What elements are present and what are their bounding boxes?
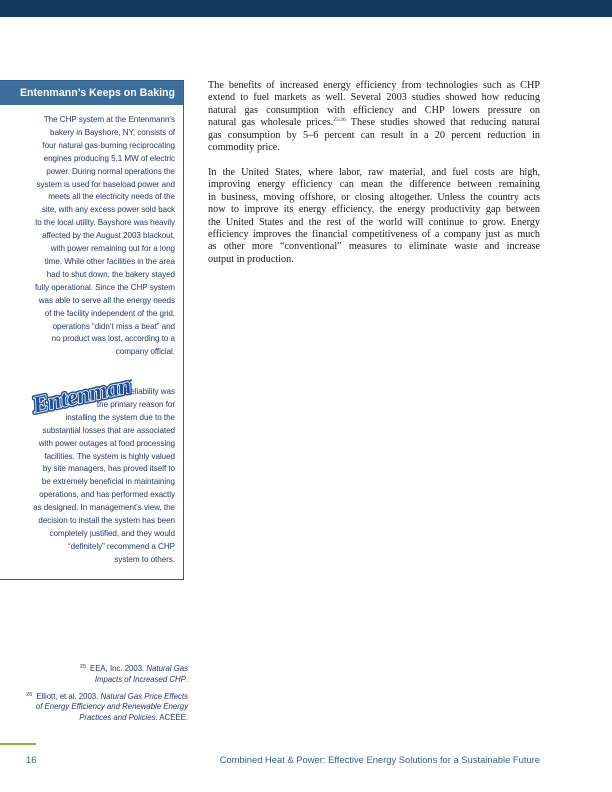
text-line: “definitely” recommend a CHP (67, 541, 175, 551)
footnote-ref: 25/26 (333, 117, 346, 124)
text-line: substantial losses that are associated (42, 425, 175, 435)
text-line: extend to fuel markets as well. Several 2003 studies showed how reducing (208, 92, 540, 104)
text-segment: Natural Gas Price Effects (100, 691, 188, 701)
text-segment: These studies showed that reducing natural (345, 117, 540, 129)
text-line: The benefits of increased energy efficiency from technologies such as CHP (208, 80, 540, 91)
text-line (8, 713, 188, 724)
footnote-26 (8, 690, 188, 724)
text-line: the United States and the rest of the world will continue to grow. Energy (208, 216, 540, 228)
text-line: facilities. The system is highly valued (44, 451, 175, 461)
text-line: natural gas consumption with efficiency and CHP lowers pressure on (208, 104, 540, 116)
text-line: In the United States, where labor, raw material, and fuel costs are high, (208, 167, 540, 178)
text-line: of the facility independent of the grid, (44, 308, 175, 318)
text-line: was able to serve all the energy needs (38, 295, 175, 305)
text-line: company official. (115, 347, 175, 357)
sidebar-paragraph-2 (33, 386, 183, 567)
text-line: gas consumption by 5–6 percent can result in a 20 percent reduction in (208, 129, 540, 141)
text-line: output in production. (208, 253, 294, 265)
text-line: the primary reason for (96, 399, 175, 409)
text-line: decision to install the system has been (38, 516, 175, 526)
footer-title: Combined Heat & Power: Effective Energy Solutions for a Sustainable Future (219, 754, 540, 765)
text-line (8, 690, 188, 703)
text-line: to the local utility. Bayshore was heavily (35, 218, 175, 228)
text-line: with power outages at food processing (38, 438, 175, 448)
text-line: time. While other facilities in the area (44, 256, 175, 266)
body-paragraph-1 (208, 80, 540, 154)
sidebar-box (0, 80, 184, 580)
body-paragraph-2 (208, 167, 540, 266)
logo-text: Entenmann’s (30, 373, 132, 417)
text-segment: . (185, 674, 188, 684)
footnote-number: 25 (79, 664, 87, 670)
text-line: as other more “conventional” measures to eliminate waste and increase (208, 241, 540, 253)
sidebar-title: Entenmann’s Keeps on Baking (0, 81, 183, 105)
text-segment: Natural Gas (146, 664, 188, 673)
sidebar-paragraph-1 (35, 114, 183, 359)
text-line: installing the system due to the (65, 412, 175, 422)
footnotes (8, 662, 188, 728)
text-line: as designed. In management’s view, the (33, 503, 175, 513)
text-line: improving energy efficiency can mean the difference between remaining (208, 179, 540, 191)
text-line: power. During normal operations the (46, 166, 175, 176)
text-line: Reliability was (124, 387, 175, 396)
text-line: with power remaining out for a long (50, 244, 175, 254)
text-line: site, with any excess power sold back (41, 205, 175, 215)
text-segment: natural gas wholesale prices. (208, 117, 334, 129)
text-line: had to shut down, the bakery stayed (46, 269, 175, 279)
text-line: completely justified, and they would (49, 528, 175, 538)
text-line (8, 662, 188, 675)
text-line: system is used for baseload power and (36, 179, 175, 189)
text-line: efficiency improves the financial competitiveness of a company just as much (208, 229, 540, 241)
text-line (8, 675, 188, 686)
text-line: system to others. (114, 554, 175, 564)
text-line: The CHP system at the Entenmann’s (43, 115, 175, 124)
text-line: be extremely beneficial in maintaining (41, 477, 175, 487)
text-line-with-footnote (208, 117, 540, 129)
text-segment: EEA, Inc. 2003. (90, 664, 147, 673)
text-line: bakery in Bayshore, NY, consists of (50, 127, 175, 137)
text-segment: Practices and Policies (79, 713, 156, 723)
text-line: affected by the August 2003 blackout, (42, 231, 175, 241)
header-bar (0, 0, 612, 17)
footnote-25 (8, 662, 188, 686)
text-line: in business, moving offshore, or closing altogether. Unless the country acts (208, 191, 540, 203)
text-line: engines producing 5.1 MW of electric (43, 153, 175, 163)
text-line (8, 702, 188, 713)
text-segment: of Energy Efficiency and Renewable Energy (35, 702, 188, 712)
text-line: operations “didn’t miss a beat” and (52, 321, 175, 331)
text-line: four natural gas-burning reciprocating (42, 140, 175, 150)
text-line: no product was lost, according to a (51, 334, 175, 344)
footnote-number: 26 (26, 691, 33, 698)
text-line: by site managers, has proved itself to (42, 464, 175, 474)
text-segment: Impacts of Increased CHP (94, 674, 186, 684)
text-line: meets all the electricity needs of the (48, 192, 175, 202)
text-segment: . ACEEE. (155, 713, 188, 723)
logo-text-outline: Entenmann’s (30, 373, 132, 417)
logo-text-inner-rim: Entenmann’s (30, 373, 132, 417)
footer-accent-rule (0, 743, 36, 745)
text-line: commodity price. (208, 142, 280, 154)
text-line: now to improve its energy efficiency, the energy productivity gap between (208, 204, 540, 216)
page-number: 16 (26, 754, 37, 765)
text-line: fully operational. Since the CHP system (34, 282, 175, 292)
text-segment: Elliott, et al. 2003. (36, 691, 101, 701)
text-line: operations, and has performed exactly (39, 490, 175, 500)
